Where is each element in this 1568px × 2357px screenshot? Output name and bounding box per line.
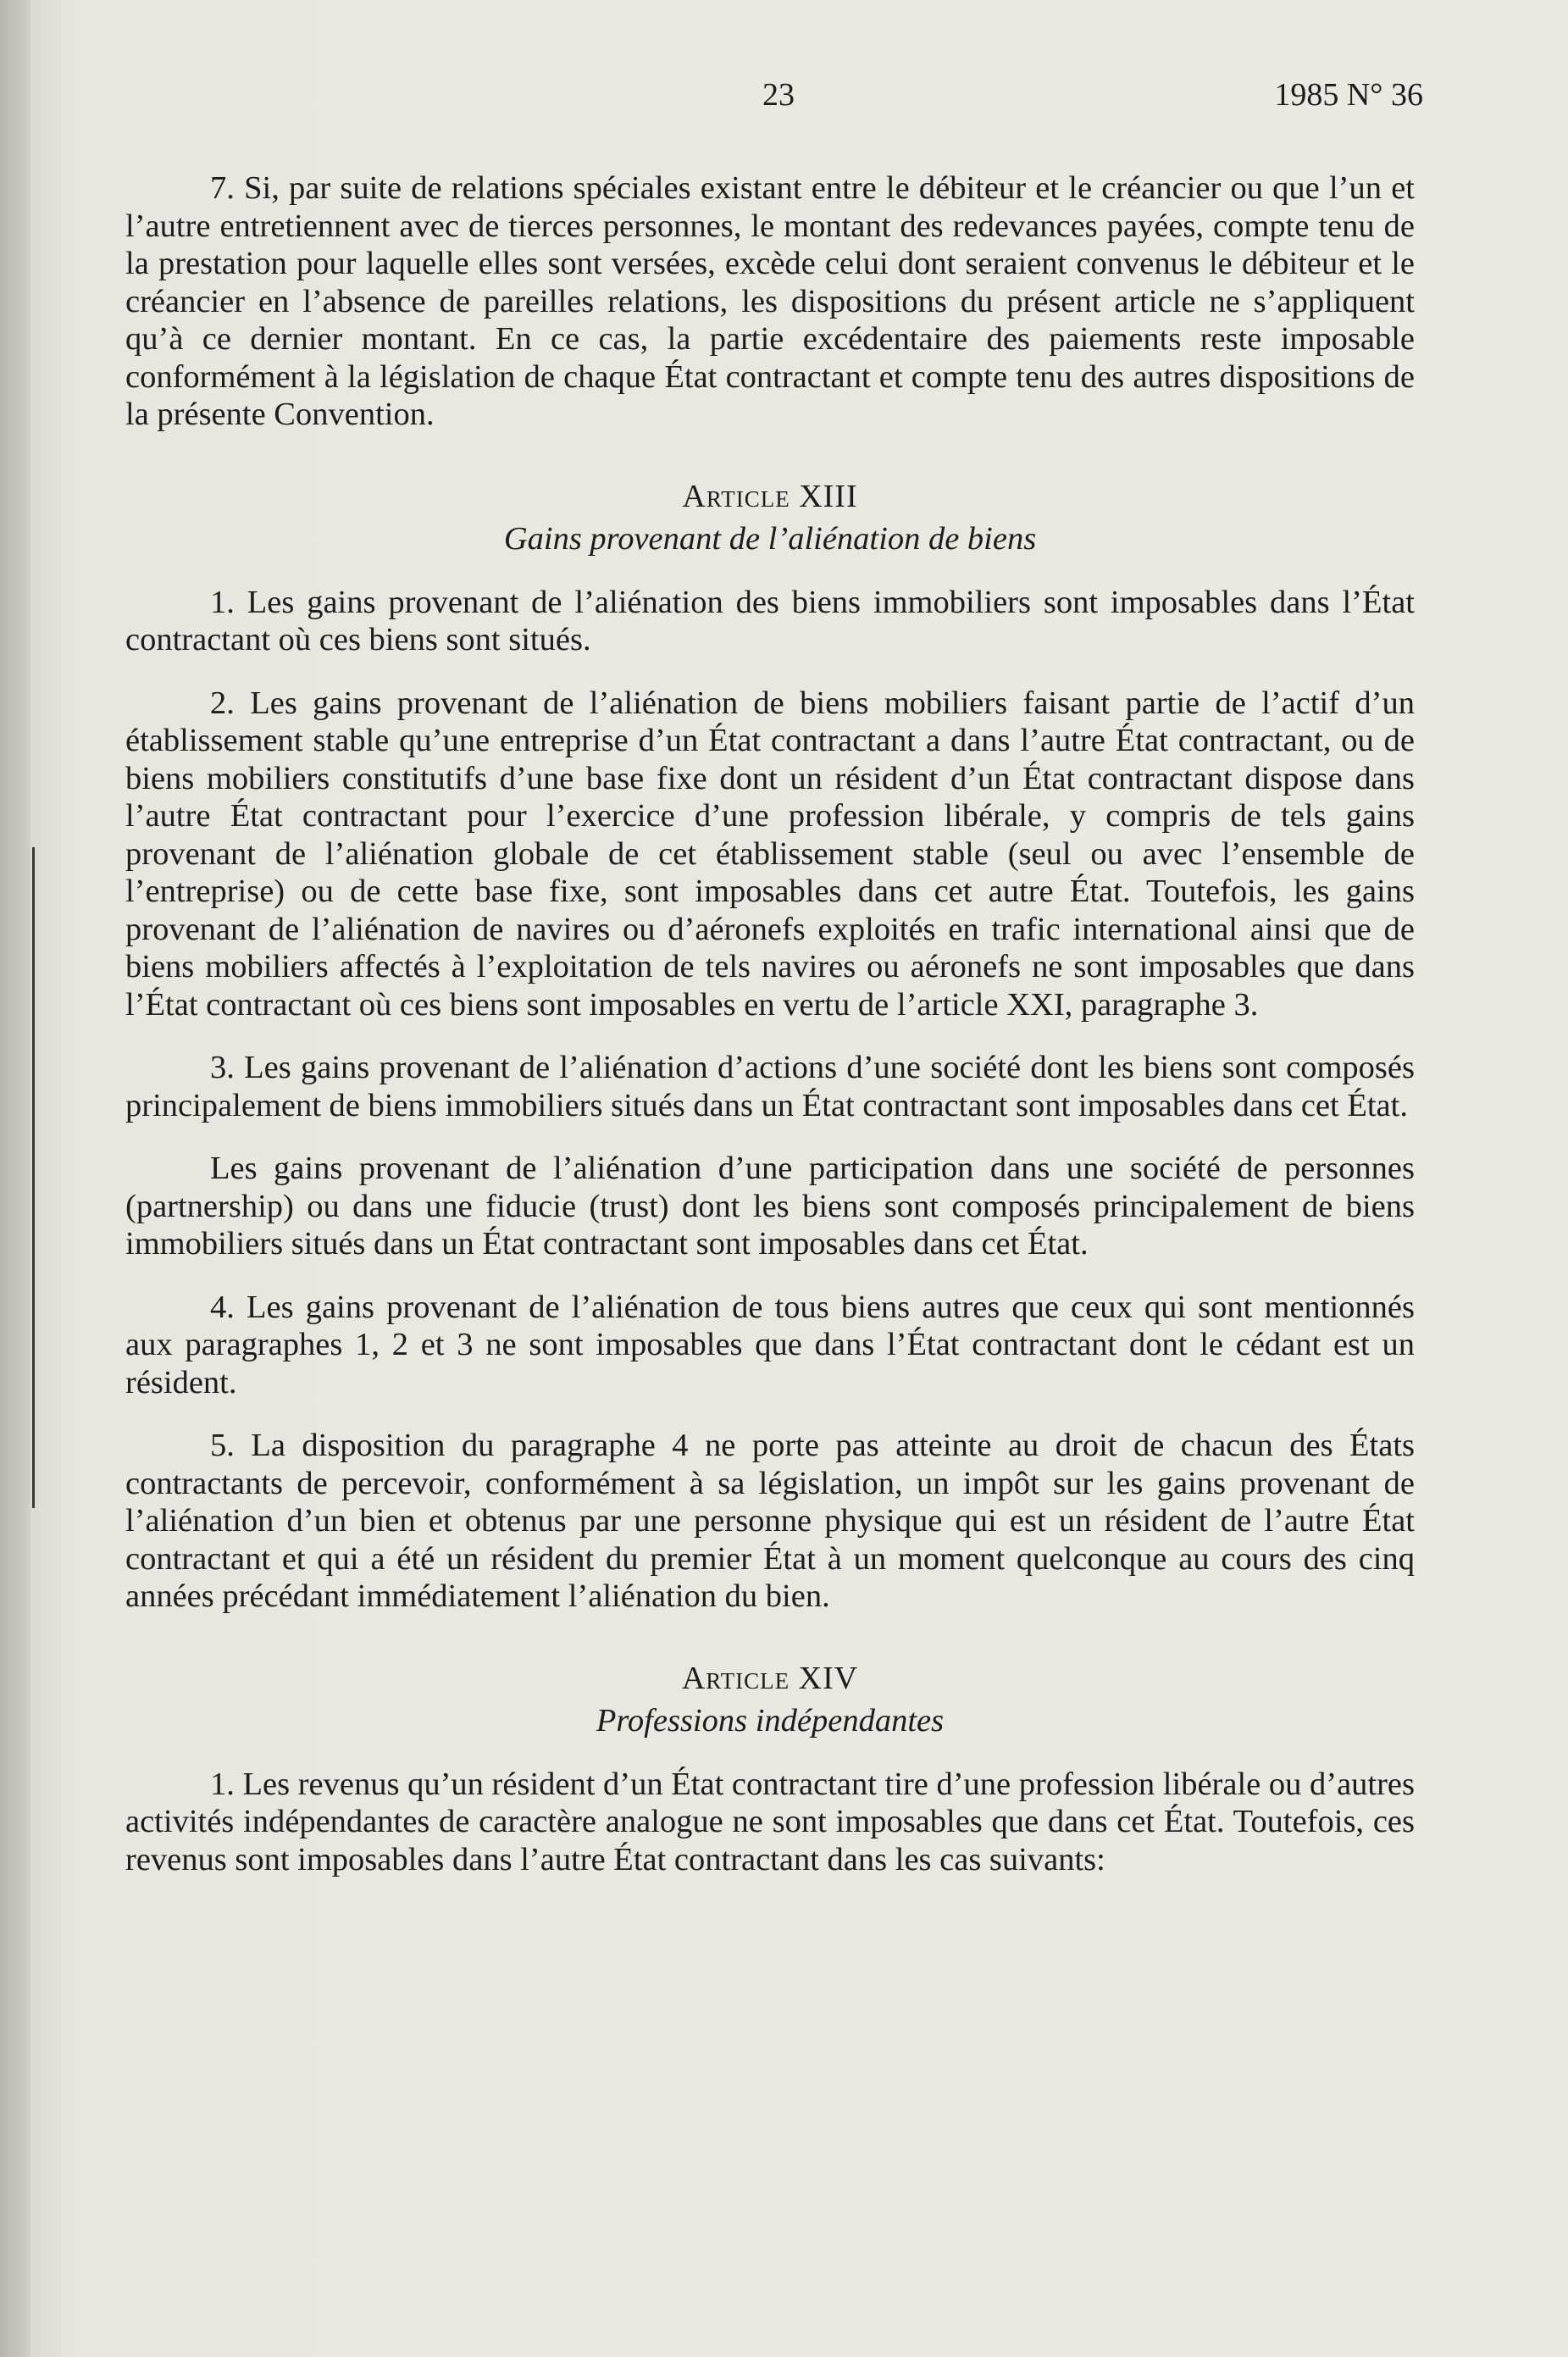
- article-xiii-paragraph-3-continued: Les gains provenant de l’aliénation d’une participation dans une société de personnes (partnership) ou dans une fiducie (trust) dont les biens sont composés principalement de biens immobiliers situés dans un État contractant sont imposables dans cet État.: [125, 1151, 1415, 1262]
- page-header: [119, 76, 1423, 127]
- document-body: [125, 169, 1415, 1904]
- binding-gutter: [0, 0, 30, 2357]
- article-xiii-paragraph-5: 5. La disposition du paragraphe 4 ne porte pas atteinte au droit de chacun des États contractants de percevoir, conformément à sa législation, un impôt sur les gains provenant de l’aliénation d’un bien et obtenus par une personne physique qui est un résident de l’autre État contractant et qui a été un résident du premier État à un moment quelconque au cours des cinq années précédant immédiatement l’aliénation du bien.: [125, 1428, 1415, 1614]
- article-xiv-subtitle: Professions indépendantes: [596, 1703, 945, 1739]
- page-number: 23: [762, 77, 795, 113]
- article-xiv-paragraph-1: 1. Les revenus qu’un résident d’un État contractant tire d’une profession libérale ou d’autres activités indépendantes de caractère analogue ne sont imposables que dans cet État. Toutefois, ces revenus sont imposables dans l’autre État contractant dans les cas suivants:: [125, 1766, 1415, 1877]
- article-xiii-paragraph-3: 3. Les gains provenant de l’aliénation d’actions d’une société dont les biens sont composés principalement de biens immobiliers situés dans un État contractant sont imposables dans cet État.: [125, 1050, 1415, 1123]
- paragraph-7-royalties: 7. Si, par suite de relations spéciales existant entre le débiteur et le créancier ou que l’un et l’autre entretiennent avec de tierces personnes, le montant des redevances payées, compte tenu de la prestation pour laquelle elles sont versées, excède celui dont seraient convenus le débiteur et le créancier en l’absence de pareilles relations, les dispositions du présent article ne s’appliquent qu’à ce dernier montant. En ce cas, la partie excédentaire des paiements reste imposable conformément à la législation de chaque État contractant et compte tenu des autres dispositions de la présente Convention.: [125, 170, 1415, 432]
- article-xiv-title: Article XIV: [681, 1660, 859, 1696]
- article-xiii-paragraph-2: 2. Les gains provenant de l’aliénation de biens mobiliers faisant partie de l’actif d’un établissement stable qu’une entreprise d’un État contractant a dans l’autre État contractant, ou de biens mobiliers constitutifs d’une base fixe dont un résident d’un État contractant dispose dans l’autre État contractant pour l’exercice d’une profession libérale, y compris de tels gains provenant de l’aliénation globale de cet établissement stable (seul ou avec l’ensemble de l’entreprise) ou de cette base fixe, sont imposables dans cet autre État. Toutefois, les gains provenant de l’aliénation de navires ou d’aéronefs exploités en trafic international ainsi que de biens mobiliers affectés à l’exploitation de tels navires ou aéronefs ne sont imposables que dans l’État contractant où ces biens sont imposables en vertu de l’article XXI, paragraphe 3.: [125, 685, 1415, 1023]
- article-xiii-paragraph-1: 1. Les gains provenant de l’aliénation des biens immobiliers sont imposables dans l’État contractant où ces biens sont situés.: [125, 584, 1415, 657]
- year-and-number: 1985 N° 36: [1274, 77, 1423, 113]
- margin-rule: [32, 847, 35, 1508]
- article-xiii-title: Article XIII: [682, 478, 858, 514]
- article-xiii-paragraph-4: 4. Les gains provenant de l’aliénation de tous biens autres que ceux qui sont mentionnés aux paragraphes 1, 2 et 3 ne sont imposables que dans l’État contractant dont le cédant est un résident.: [125, 1289, 1415, 1400]
- article-xiii-subtitle: Gains provenant de l’aliénation de biens: [503, 521, 1037, 557]
